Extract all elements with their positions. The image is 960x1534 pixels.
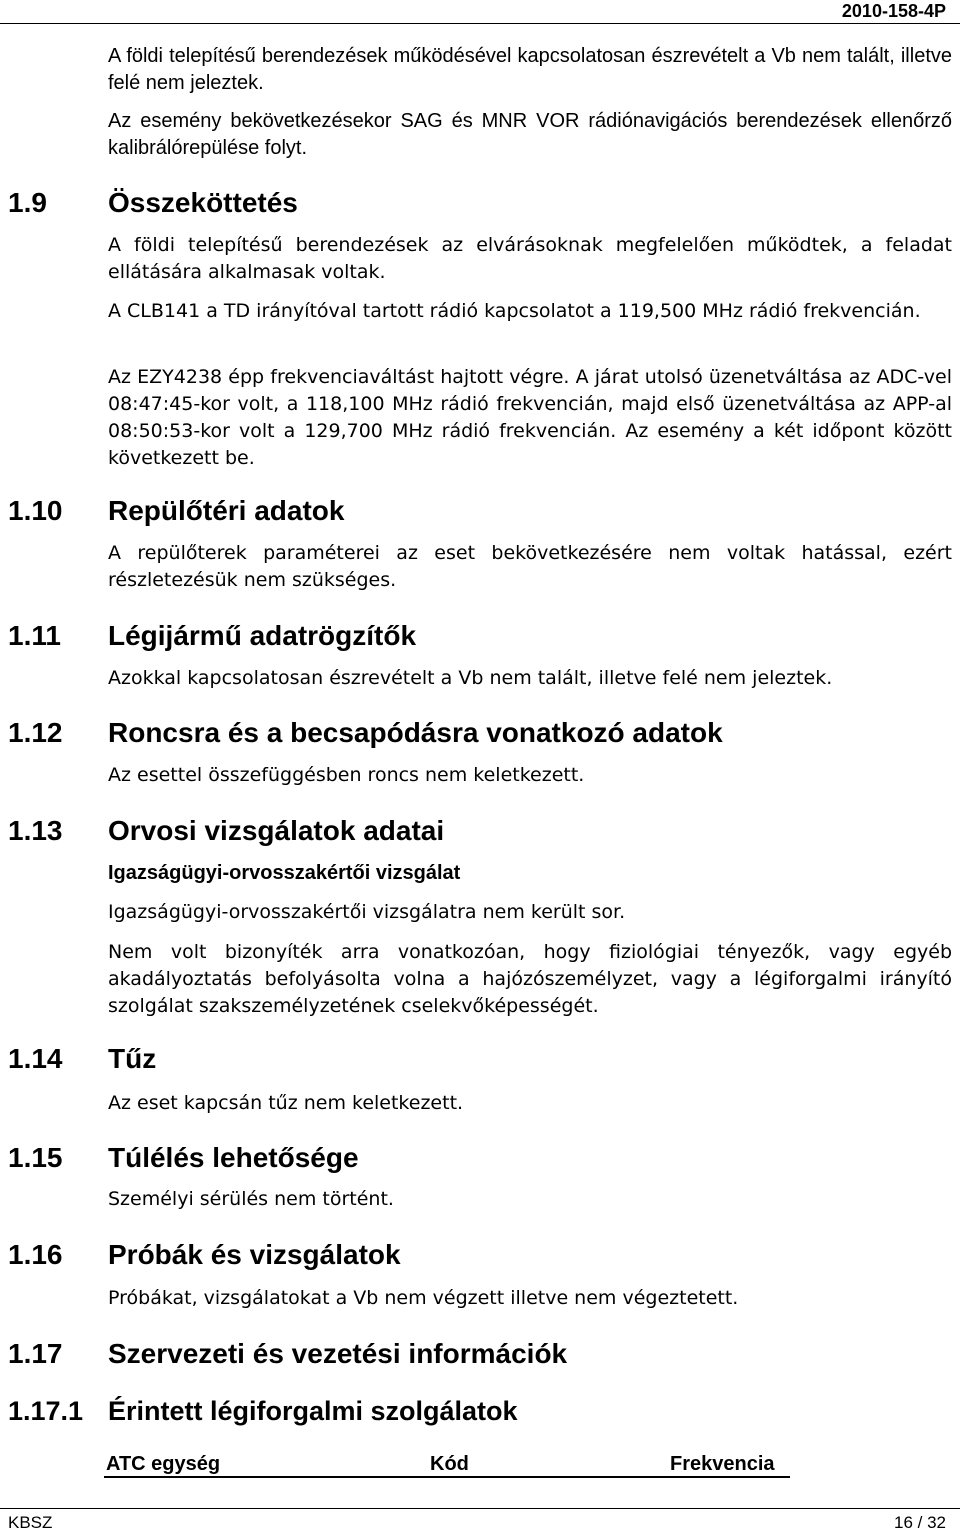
section-number-1-11: 1.11 bbox=[8, 620, 61, 651]
section-1-9-paragraph-3: Az EZY4238 épp frekvenciaváltást hajtott végre. A járat utolsó üzenetváltása az ADC-vel 08:47:45-kor volt, a 118,100 MHz rádió frekvencián, majd első üzenetváltása az APP-al 08:50:53-kor volt a 129,700 MHz rádió frekvencián. Az esemény a két időpont között következett be. bbox=[108, 366, 952, 469]
section-number-1-12: 1.12 bbox=[8, 717, 63, 748]
section-1-12-paragraph-1: Az esettel összefüggésben roncs nem keletkezett. bbox=[108, 764, 585, 786]
section-1-14-paragraph-1: Az eset kapcsán tűz nem keletkezett. bbox=[108, 1092, 464, 1114]
document-id: 2010-158-4P bbox=[841, 1, 946, 21]
table-header-row bbox=[104, 1450, 790, 1478]
section-number-1-13: 1.13 bbox=[8, 815, 63, 846]
section-title-1-11: Légijármű adatrögzítők bbox=[108, 620, 417, 651]
section-title-1-17: Szervezeti és vezetési információk bbox=[108, 1338, 568, 1369]
section-title-1-16: Próbák és vizsgálatok bbox=[108, 1239, 401, 1270]
table-header-frequency: Frekvencia bbox=[670, 1453, 775, 1475]
section-1-11-paragraph-1: Azokkal kapcsolatosan észrevételt a Vb nem talált, illetve felé nem jeleztek. bbox=[108, 667, 833, 689]
section-title-1-10: Repülőtéri adatok bbox=[108, 495, 345, 526]
section-title-1-9: Összeköttetés bbox=[108, 187, 298, 218]
section-number-1-15: 1.15 bbox=[8, 1142, 63, 1173]
section-1-10-paragraph-1: A repülőterek paraméterei az eset bekövetkezésére nem voltak hatással, ezért részletezésük nem szükséges. bbox=[108, 542, 952, 591]
section-number-1-10: 1.10 bbox=[8, 495, 63, 526]
section-title-1-12: Roncsra és a becsapódásra vonatkozó adatok bbox=[108, 717, 723, 748]
section-1-13-subheading: Igazságügyi-orvosszakértői vizsgálat bbox=[108, 862, 461, 884]
header-divider bbox=[0, 23, 960, 24]
section-title-1-15: Túlélés lehetősége bbox=[108, 1142, 359, 1173]
section-1-9-paragraph-2: A CLB141 a TD irányítóval tartott rádió kapcsolatot a 119,500 MHz rádió frekvencián. bbox=[108, 300, 921, 322]
section-1-15-paragraph-1: Személyi sérülés nem történt. bbox=[108, 1188, 394, 1210]
intro-paragraph-2: Az esemény bekövetkezésekor SAG és MNR VOR rádiónavigációs berendezések ellenőrző kalibrálórepülése folyt. bbox=[108, 110, 952, 159]
section-title-1-14: Tűz bbox=[108, 1043, 157, 1074]
section-number-1-17-1: 1.17.1 bbox=[8, 1396, 84, 1426]
section-number-1-14: 1.14 bbox=[8, 1043, 63, 1074]
section-number-1-9: 1.9 bbox=[8, 187, 47, 218]
section-number-1-17: 1.17 bbox=[8, 1338, 63, 1369]
footer-organization: KBSZ bbox=[8, 1513, 53, 1532]
intro-paragraph-1: A földi telepítésű berendezések működésével kapcsolatosan észrevételt a Vb nem talált, illetve felé nem jeleztek. bbox=[108, 45, 952, 94]
section-title-1-17-1: Érintett légiforgalmi szolgálatok bbox=[108, 1396, 518, 1426]
page-number: 16 / 32 bbox=[894, 1513, 946, 1532]
section-1-16-paragraph-1: Próbákat, vizsgálatokat a Vb nem végzett illetve nem végeztetett. bbox=[108, 1287, 739, 1309]
table-header-atc-unit: ATC egység bbox=[106, 1453, 221, 1475]
section-title-1-13: Orvosi vizsgálatok adatai bbox=[108, 815, 445, 846]
section-1-13-paragraph-2: Nem volt bizonyíték arra vonatkozóan, hogy fiziológiai tényezők, vagy egyéb akadályoztatás befolyásolta volna a hajózószemélyzet, vagy a légiforgalmi irányító szolgálat szakszemélyzetének cselekvőképességét. bbox=[108, 941, 952, 1017]
section-1-13-paragraph-1: Igazságügyi-orvosszakértői vizsgálatra nem került sor. bbox=[108, 901, 626, 923]
table-header-code: Kód bbox=[430, 1453, 469, 1475]
section-number-1-16: 1.16 bbox=[8, 1239, 63, 1270]
footer-divider bbox=[0, 1508, 960, 1509]
section-1-9-paragraph-1: A földi telepítésű berendezések az elvárásoknak megfelelően működtek, a feladat ellátására alkalmasak voltak. bbox=[108, 234, 952, 283]
